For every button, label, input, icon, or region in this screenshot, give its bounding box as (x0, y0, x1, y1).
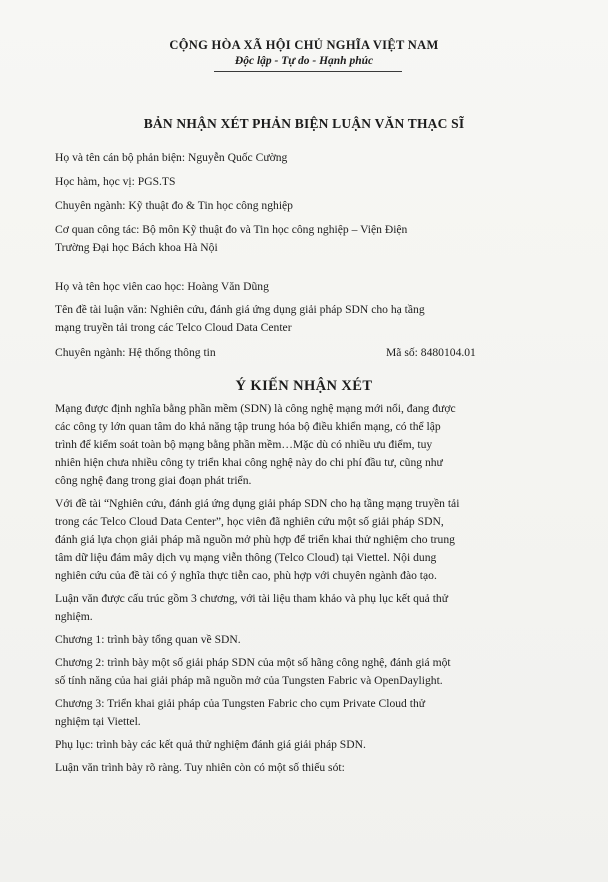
reviewer-major: Chuyên ngành: Kỹ thuật đo & Tin học công nghiệp (55, 199, 293, 212)
body-line: số tính năng của hai giải pháp mã nguồn mở của Tungsten Fabric và OpenDaylight. (55, 674, 443, 687)
body-line: nghiệm. (55, 610, 93, 623)
body-line: trình để kiểm soát toàn bộ mạng bằng phần mềm…Mặc dù có nhiều ưu điểm, tuy (55, 438, 433, 451)
nation-header: CỘNG HÒA XÃ HỘI CHỦ NGHĨA VIỆT NAM (169, 38, 439, 52)
reviewer-name: Họ và tên cán bộ phản biện: Nguyễn Quốc Cường (55, 151, 288, 164)
body-line: Chương 2: trình bày một số giải pháp SDN của một số hãng công nghệ, đánh giá một (55, 656, 451, 669)
reviewer-workplace-line1: Cơ quan công tác: Bộ môn Kỹ thuật đo và Tin học công nghiệp – Viện Điện (55, 223, 408, 236)
body-line: Luận văn được cấu trúc gồm 3 chương, với tài liệu tham khảo và phụ lục kết quả thử (55, 592, 449, 605)
motto-underline (214, 71, 402, 72)
motto-header: Độc lập - Tự do - Hạnh phúc (234, 55, 374, 67)
body-line: Với đề tài “Nghiên cứu, đánh giá ứng dụng giải pháp SDN cho hạ tầng mạng truyền tải (55, 497, 460, 510)
body-line: Mạng được định nghĩa bằng phần mềm (SDN) là công nghệ mạng mới nổi, đang được (55, 402, 456, 415)
thesis-title-line1: Tên đề tài luận văn: Nghiên cứu, đánh giá ứng dụng giải pháp SDN cho hạ tầng (55, 303, 425, 316)
body-line: nghiên cứu của đề tài có ý nghĩa thực tiễn cao, phù hợp với chuyên ngành đào tạo. (55, 569, 437, 582)
body-line: các công ty lớn quan tâm do khả năng tập trung hóa bộ điều khiển mạng, có thể lập (55, 420, 441, 433)
student-name: Họ và tên học viên cao học: Hoàng Văn Dũng (55, 280, 269, 293)
body-line: Luận văn trình bày rõ ràng. Tuy nhiên còn có một số thiếu sót: (55, 761, 345, 774)
document-title: BẢN NHẬN XÉT PHẢN BIỆN LUẬN VĂN THẠC SĨ (143, 116, 465, 131)
student-major: Chuyên ngành: Hệ thống thông tin (55, 346, 216, 359)
thesis-title-line2: mạng truyền tải trong các Telco Cloud Data Center (55, 321, 292, 334)
body-line: Chương 1: trình bày tổng quan về SDN. (55, 633, 241, 646)
body-line: tâm dữ liệu đám mây dịch vụ mạng viễn thông (Telco Cloud) tại Viettel. Nội dung (55, 551, 437, 564)
comments-title: Ý KIẾN NHẬN XÉT (235, 378, 373, 394)
body-line: Phụ lục: trình bày các kết quả thử nghiệm đánh giá giải pháp SDN. (55, 738, 366, 751)
body-line: nhiên hiện chưa nhiều công ty triển khai công nghệ này do chi phí đầu tư, cũng như (55, 456, 443, 469)
body-line: Chương 3: Triển khai giải pháp của Tungsten Fabric cho cụm Private Cloud thử (55, 697, 426, 710)
body-line: trong các Telco Cloud Data Center”, học viên đã nghiên cứu một số giải pháp SDN, (55, 515, 444, 528)
body-line: đánh giá lựa chọn giải pháp mã nguồn mở phù hợp để triển khai thử nghiệm cho trung (55, 533, 455, 546)
body-line: nghiệm tại Viettel. (55, 715, 141, 728)
reviewer-workplace-line2: Trường Đại học Bách khoa Hà Nội (55, 241, 218, 254)
student-code: Mã số: 8480104.01 (386, 346, 476, 359)
body-line: công nghệ đang trong giai đoạn phát triển. (55, 474, 252, 487)
reviewer-degree: Học hàm, học vị: PGS.TS (55, 175, 176, 188)
